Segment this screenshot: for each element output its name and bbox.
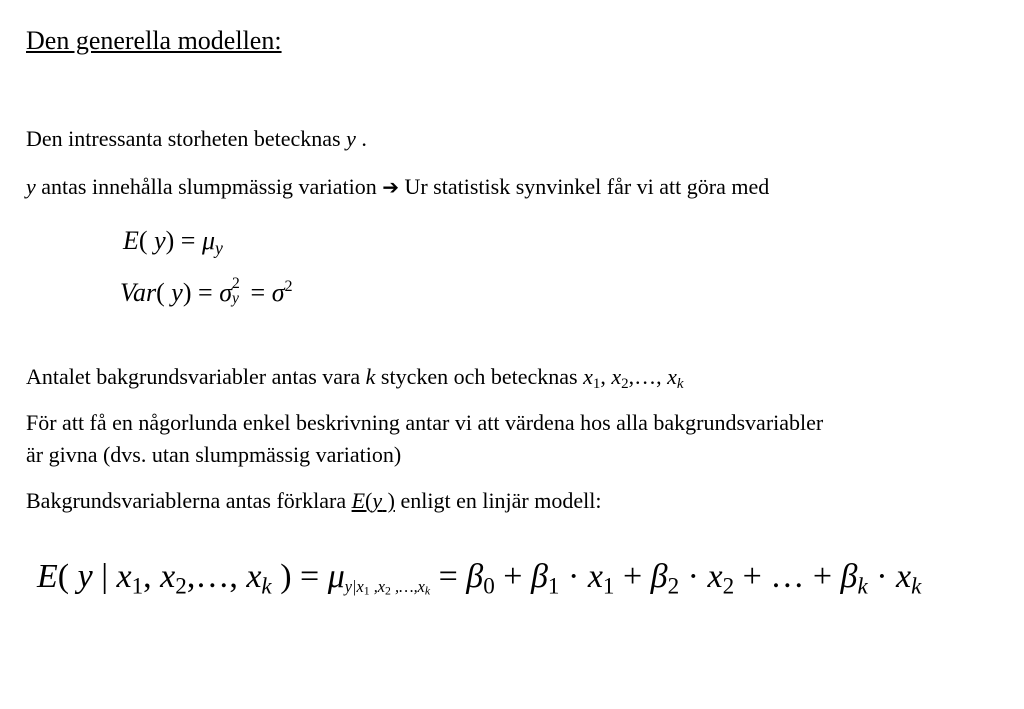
eq3-mu: μ [327,558,345,595]
eq3-term-x1: x [587,558,603,595]
eq3-term-x2: x [707,558,723,595]
p3-x2: x [611,364,622,389]
p3-dots: ,…, [628,364,668,389]
eq3-comma: , [143,558,161,595]
eq3-xk-sub: k [261,573,272,600]
eq2-sigma-sup: 2 [232,274,240,292]
p2-text-a: antas innehålla slumpmässig variation [35,174,383,199]
eq2-close: ) [182,278,192,307]
p1-var-y: y [346,126,356,151]
eq3-x2-sub: 2 [175,573,187,600]
eq3-term-x1-sub: 1 [602,573,615,600]
p3-xk-sub: k [676,376,684,393]
eq1-E: E [123,226,139,255]
eq3-beta2-sub: 2 [667,573,680,600]
eq2-equals-2: = [244,278,272,307]
eq3-term-xk: x [896,558,912,595]
p5-E: E [351,488,366,513]
eq3-y: y [77,558,93,595]
eq1-close: ) [165,226,175,255]
p3-text: Antalet bakgrundsvariabler antas vara [26,364,366,389]
p5-expectation [352,488,395,513]
eq2-equals: = [191,278,220,307]
eq2-arg: y [171,278,183,307]
eq3-beta1-sub: 1 [547,573,560,600]
eq2-open: ( [156,278,172,307]
right-arrow-icon: ➔ [382,175,399,199]
eq3-mu-sub-c: ,x [369,576,386,596]
eq3-beta1: β [530,558,548,595]
paragraph-given-values [26,410,823,468]
slide-title: Den generella modellen: [26,26,282,55]
paragraph-random-variation [26,174,769,200]
eq3-dot-k: · [867,558,897,595]
eq3-E: E [37,558,58,595]
eq2-sigma-sub: y [232,290,239,308]
eq3-x1: x [116,558,132,595]
p1-end: . [355,126,367,151]
p3-x1-sub: 1 [592,376,601,393]
equation-expectation [123,226,223,256]
eq3-x1-sub: 1 [131,573,144,600]
eq3-equals: = [291,558,328,595]
equation-linear-model [37,558,922,600]
eq2-var: Var [120,278,157,307]
eq3-mu-sub-a: y|x [344,576,364,596]
eq3-beta2: β [650,558,668,595]
p5-text-b: enligt en linjär modell: [394,488,602,513]
p3-k: k [365,364,376,389]
eq3-xk: x [246,558,262,595]
eq3-term-x2-sub: 2 [722,573,735,600]
equation-variance [120,274,293,308]
p3-xk: x [667,364,677,389]
p4-line-2: är givna (dvs. utan slumpmässig variation) [26,442,402,467]
eq3-beta0-sub: 0 [483,573,495,600]
eq1-open: ( [138,226,155,255]
p5-close: ) [382,488,395,513]
eq3-mu-sub-2: 2 [385,583,391,597]
eq3-plus-1: + [494,558,531,595]
p2-text-b: Ur statistisk synvinkel får vi att göra med [398,174,770,199]
p5-text: Bakgrundsvariablerna antas förklara [26,488,352,513]
p5-open: ( [365,488,373,513]
eq1-mu: μ [201,226,216,255]
eq3-equals-2: = [430,558,467,595]
p5-y: y [372,488,383,513]
eq3-dot-1: · [559,558,588,595]
p3-x2-sub: 2 [621,376,629,393]
eq3-open: ( [57,558,78,595]
eq3-plus-dots: + … + [734,558,841,595]
p2-var-y: y [26,174,36,199]
eq3-x2: x [160,558,176,595]
eq3-mu-sub-1: 1 [363,583,370,597]
eq2-sigma: σ [219,278,233,307]
eq2-sigma-2-sup: 2 [284,278,293,296]
eq3-beta0: β [466,558,484,595]
eq3-dots: ,…, [186,558,247,595]
eq3-mu-sub-dots: ,…,x [390,576,425,596]
paragraph-variable-y [26,126,367,152]
eq3-betak-sub: k [857,573,868,600]
eq3-term-xk-sub: k [911,573,922,600]
eq1-equals: = [174,226,202,255]
eq2-sigma-2: σ [271,278,285,307]
eq3-mu-sub-k: k [424,583,431,597]
p1-text: Den intressanta storheten betecknas [26,126,347,151]
eq3-close: ) [271,558,292,595]
eq1-arg: y [154,226,166,255]
p3-text-b: stycken och betecknas [375,364,584,389]
eq3-plus-2: + [614,558,651,595]
eq2-sigma-scripts [232,274,244,308]
paragraph-linear-model [26,488,601,514]
eq3-dot-2: · [679,558,708,595]
eq1-mu-sub: y [215,237,223,258]
eq3-bar: | [92,558,117,595]
paragraph-background-variables [26,364,684,393]
p3-x1: x [583,364,593,389]
eq3-mu-sub [345,577,430,596]
p4-line-1: För att få en någorlunda enkel beskrivning antar vi att värdena hos alla bakgrundsvariabler [26,410,824,435]
p3-comma: , [600,364,612,389]
eq3-betak: β [840,558,858,595]
